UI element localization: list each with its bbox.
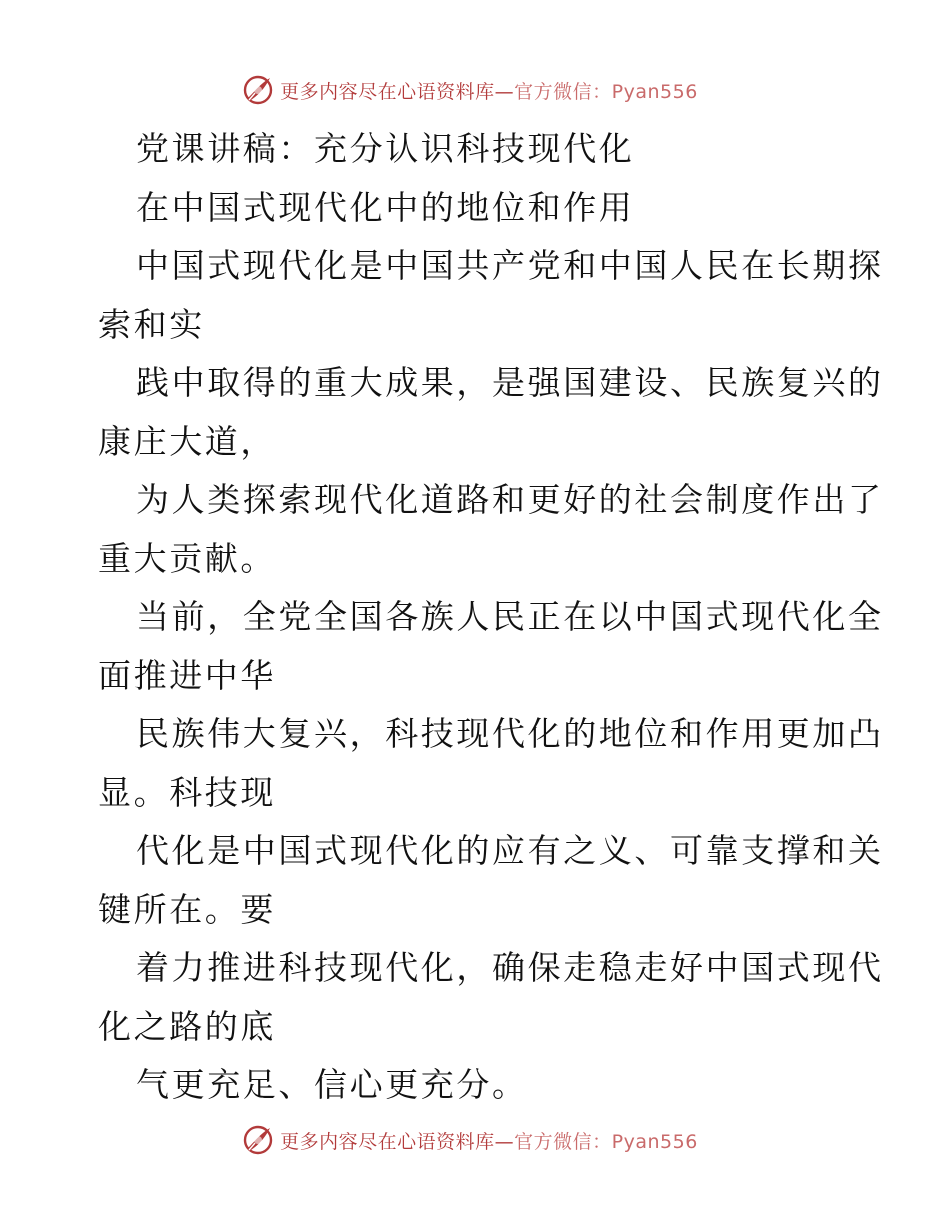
watermark-group — [242, 74, 698, 106]
watermark-separator: — — [494, 80, 515, 103]
text-line: 化之路的底 — [98, 1006, 276, 1046]
text-line: 党课讲稿：充分认识科技现代化 — [136, 129, 635, 168]
text-line: 面推进中华 — [98, 655, 276, 695]
watermark-main: 更多内容尽在心语资料库 — [280, 80, 495, 103]
text-line: 践中取得的重大成果，是强国建设、民族复兴的 — [136, 363, 884, 402]
text-line: 在中国式现代化中的地位和作用 — [136, 187, 635, 227]
quill-logo-icon — [242, 74, 274, 106]
text-line: 气更充足、信心更充分。 — [136, 1065, 528, 1104]
watermark-wechat: 官方微信：Pyan556 — [514, 1130, 698, 1153]
text-line: 着力推进科技现代化，确保走稳走好中国式现代 — [136, 948, 884, 987]
text-line: 重大贡献。 — [98, 538, 276, 578]
text-line: 为人类探索现代化道路和更好的社会制度作出了 — [136, 480, 884, 519]
quill-logo-icon — [242, 1124, 274, 1156]
text-line: 中国式现代化是中国共产党和中国人民在长期探 — [136, 246, 884, 285]
watermark-group — [242, 1124, 698, 1156]
document-body — [98, 120, 884, 1115]
footer-watermark — [0, 1120, 950, 1160]
text-line: 键所在。要 — [98, 889, 276, 929]
watermark-text — [280, 1127, 698, 1154]
text-line: 康庄大道， — [98, 421, 276, 461]
watermark-wechat: 官方微信：Pyan556 — [514, 80, 698, 103]
header-watermark — [0, 70, 950, 110]
text-line: 当前，全党全国各族人民正在以中国式现代化全 — [136, 597, 884, 636]
watermark-separator: — — [494, 1130, 515, 1153]
text-line: 索和实 — [98, 304, 205, 344]
text-line: 民族伟大复兴，科技现代化的地位和作用更加凸 — [136, 714, 884, 753]
text-line: 显。科技现 — [98, 772, 276, 812]
watermark-main: 更多内容尽在心语资料库 — [280, 1130, 495, 1153]
watermark-text — [280, 77, 698, 104]
text-line: 代化是中国式现代化的应有之义、可靠支撑和关 — [136, 831, 884, 870]
